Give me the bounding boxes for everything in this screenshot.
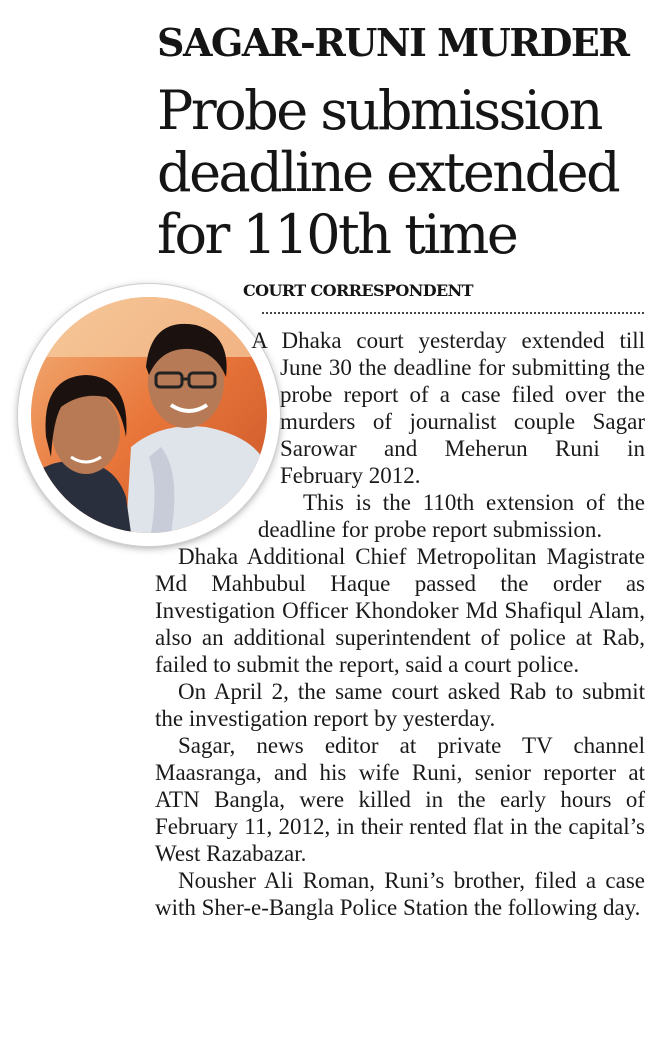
- byline-divider: [262, 312, 644, 314]
- article-paragraph: Nousher Ali Roman, Runi’s brother, filed a case with Sher-e-Bangla Police Station the following day.: [155, 868, 645, 920]
- article-paragraph: Dhaka Additional Chief Metropolitan Magistrate Md Mahbubul Haque passed the order as Investigation Officer Khondoker Md Shafiqul Alam, also an additional superintendent of police at Rab, failed to submit the report, said a court police.: [155, 544, 645, 677]
- article-body: [155, 327, 645, 921]
- article-paragraph: On April 2, the same court asked Rab to submit the investigation report by yesterday.: [155, 679, 645, 731]
- photo-wrap-spacer: [18, 284, 280, 546]
- article-headline: Probe submission deadline extended for 110th time: [157, 79, 619, 266]
- article-paragraph: Sagar, news editor at private TV channel Maasranga, and his wife Runi, senior reporter at ATN Bangla, were killed in the early hours of February 11, 2012, in their rented flat in the capital’s West Razabazar.: [155, 733, 645, 866]
- article-kicker: SAGAR-RUNI MURDER: [157, 20, 629, 65]
- article-paragraph: A Dhaka court yesterday extended till June 30 the deadline for submitting the probe report of a case filed over the murders of journalist couple Sagar Sarowar and Meherun Runi in February 2012.: [251, 328, 645, 488]
- article-byline: COURT CORRESPONDENT: [243, 281, 473, 300]
- article-paragraph: This is the 110th extension of the deadline for probe report submission.: [257, 490, 645, 542]
